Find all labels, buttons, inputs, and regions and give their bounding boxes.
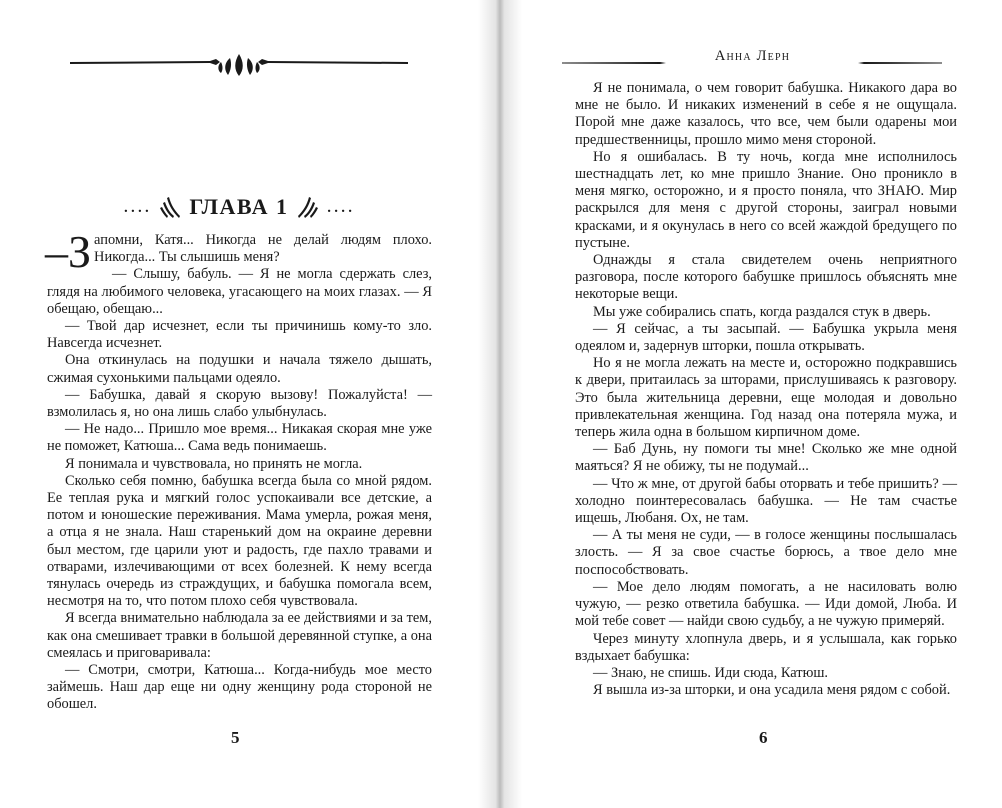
running-head-author: Анна Лерн	[714, 48, 791, 64]
leaf-flourish-right-icon	[297, 194, 319, 220]
chapter-title: ГЛАВА 1	[189, 194, 289, 219]
paragraph: — Я сейчас, а ты засыпай. — Бабушка укрыла меня одеялом и, задернув шторки, пошла открывать.	[575, 320, 957, 355]
header-ornament-flourish	[70, 48, 408, 78]
paragraph: — Слышу, бабуль. — Я не могла сдержать слез, глядя на любимого человека, угасающего на моих глазах. — Я обещаю, обещаю...	[47, 266, 432, 317]
left-page-body	[45, 226, 433, 714]
paragraph: — Баб Дунь, ну помоги ты мне! Сколько же мне одной маяться? Я не обижу, ты не подумай...	[575, 441, 957, 475]
paragraph: — Твой дар исчезнет, если ты причинишь кому-то зло. Навсегда исчезнет.	[47, 318, 432, 352]
paragraph: — Не надо... Пришло мое время... Никакая скорая мне уже не поможет, Катюша... Сама ведь понимаешь.	[47, 421, 432, 455]
paragraph: Но я ошибалась. В ту ночь, когда мне исполнилось шестнадцать лет, ко мне пришло Знание. Оно проникло в меня мягко, осторожно, и я просто поняла, что ЗНАЮ. Мир раскрылся для меня с другой стороны, заиграл новыми красками, и я окунулась в него со всей жаждой бредущего по пустыне.	[575, 148, 957, 251]
right-page	[503, 0, 1002, 808]
paragraph: Через минуту хлопнула дверь, и я услышала, как горько вздыхает бабушка:	[575, 630, 957, 664]
paragraph: Я вышла из-за шторки, и она усадила меня рядом с собой.	[593, 682, 951, 699]
left-page	[0, 0, 497, 808]
page-number: 6	[759, 728, 768, 747]
chapter-heading	[70, 192, 408, 222]
paragraph: — Знаю, не спишь. Иди сюда, Катюш.	[593, 664, 829, 681]
paragraph: Но я не могла лежать на месте и, осторожно подкравшись к двери, притаилась за шторами, прислушиваясь к разговору. Это была жительница деревни, еще молодая и довольно привлекательная женщина. Год назад она потеряла мужа, и теперь жила одна в большом кирпичном доме.	[575, 355, 957, 441]
chapter-dots-right: ....	[326, 195, 355, 217]
paragraph: — А ты меня не суди, — в голосе женщины послышалась злость. — Я за свое счастье борюсь, а твое дело мне поспособствовать.	[575, 527, 957, 578]
right-page-body	[575, 80, 957, 699]
paragraph: Я понимала и чувствовала, но принять не могла.	[65, 455, 363, 472]
opening-paragraph	[45, 226, 432, 277]
opening-paragraph-text: апомни, Катя... Никогда не делай людям плохо. Никогда... Ты слышишь меня?	[94, 232, 432, 266]
paragraph: — Бабушка, давай я скорую вызову! Пожалуйста! — взмолилась я, но она лишь слабо улыбнулась.	[47, 386, 432, 421]
paragraph: Однажды я стала свидетелем очень неприятного разговора, после которого бабушке пришлось объяснять мне некоторые вещи.	[575, 252, 957, 303]
paragraph: Я не понимала, о чем говорит бабушка. Никакого дара во мне не было. И никаких изменений в себе я не ощущала. Порой мне даже казалось, что все, чем были одарены мои предшественницы, прошло мимо меня стороной.	[575, 80, 957, 148]
paragraph: — Мое дело людям помогать, а не насиловать волю чужую, — резко ответила бабушка. — Иди домой, Люба. И мой тебе совет — найди свою судьбу, а не чужую примеряй.	[575, 578, 957, 630]
leaf-flourish-left-icon	[159, 194, 181, 220]
book-spine-gutter	[478, 0, 522, 808]
paragraph: Я всегда внимательно наблюдала за ее действиями и за тем, как она смешивает травки в большой деревянной ступке, а она смеялась и приговаривала:	[47, 610, 433, 661]
running-head-rule-right	[858, 60, 942, 66]
paragraph: Мы уже собирались спать, когда раздался стук в дверь.	[593, 303, 931, 320]
paragraph: Она откинулась на подушки и начала тяжело дышать, сжимая сухонькими пальцами одеяло.	[47, 352, 432, 386]
paragraph: — Что ж мне, от другой бабы оторвать и тебе пришить? — холодно поинтересовалась бабушка. — Не там счастье ищешь, Любаня. Ох, не там.	[575, 475, 957, 527]
paragraph: — Смотри, смотри, Катюша... Когда-нибудь мое место займешь. Наш дар еще ни одну женщину рода стороной не обошел.	[47, 662, 432, 713]
drop-cap: –З	[45, 226, 92, 277]
paragraph: Сколько себя помню, бабушка всегда была со мной рядом. Ее теплая рука и мягкий голос успокаивали все детские, а потом и юношеские переживания. Мама умерла, рожая меня, а отца я не знала. Наш старенький дом на окраине деревни был местом, где царили уют и радость, где пахло травами и отварами, излечивающими от всех болезней. К нему всегда тянулась очередь из страждущих, и бабушка помогала всем, несмотря на то, что потом плохо себя чувствовала.	[47, 472, 432, 610]
chapter-dots-left: ....	[123, 195, 152, 217]
page-number: 5	[231, 728, 240, 747]
